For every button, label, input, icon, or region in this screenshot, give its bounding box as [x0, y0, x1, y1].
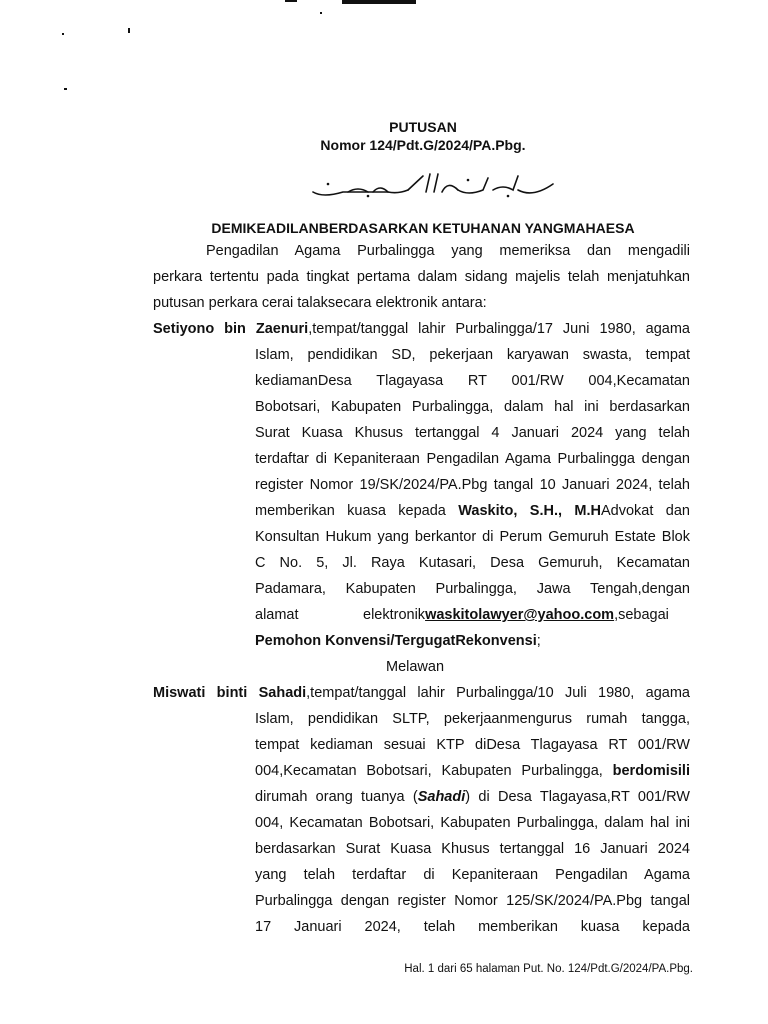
party1-line: Bobotsari, Kabupaten Purbalingga, dalam hal ini berdasarkan [255, 399, 690, 415]
intro-line: putusan perkara cerai talaksecara elektronik antara: [153, 295, 487, 311]
party1-line: Padamara, Kabupaten Purbalingga, Jawa Tengah,dengan [255, 581, 690, 597]
party2-line: Islam, pendidikan SLTP, pekerjaanmengurus rumah tangga, [255, 711, 690, 727]
party1-line: kediamanDesa Tlagayasa RT 001/RW 004,Kecamatan [255, 373, 690, 389]
party2-line: 004, Kecamatan Bobotsari, Kabupaten Purbalingga, dalam hal ini [255, 815, 690, 831]
party2-line: 17 Januari 2024, telah memberikan kuasa kepada [255, 919, 690, 935]
party1-line: Konsultan Hukum yang berkantor di Perum Gemuruh Estate Blok [255, 529, 690, 545]
scan-artifact [320, 12, 322, 14]
document-title: PUTUSAN [389, 119, 457, 135]
party1-line: Islam, pendidikan SD, pekerjaan karyawan swasta, tempat [255, 347, 690, 363]
party1-line: terdaftar di Kepaniteraan Pengadilan Agama Purbalingga dengan [255, 451, 690, 467]
party2-line: yang telah terdaftar di Kepaniteraan Pengadilan Agama [255, 867, 690, 883]
party1-name: Setiyono bin Zaenuri [153, 321, 309, 337]
scan-artifact [64, 88, 67, 90]
scan-artifact [62, 33, 64, 35]
basmalah-calligraphy [308, 170, 558, 200]
party1-alamat-label: alamat [255, 607, 299, 623]
party2-domicile-line: 004,Kecamatan Bobotsari, Kabupaten Purbalingga, berdomisili [255, 763, 690, 779]
party1-alamat-line: elektronikwaskitolawyer@yahoo.com,sebagai [363, 607, 669, 623]
melawan-label: Melawan [386, 659, 445, 675]
party2-line: tempat kediaman sesuai KTP diDesa Tlagayasa RT 001/RW [255, 737, 690, 753]
party1-line: C No. 5, Jl. Raya Kutasari, Desa Gemuruh, Kecamatan [255, 555, 690, 571]
page-footer: Hal. 1 dari 65 halaman Put. No. 124/Pdt.G/2024/PA.Pbg. [404, 963, 693, 975]
party1-lawyer-name: Waskito, S.H., M.H [458, 503, 601, 519]
demi-keadilan-heading: DEMIKEADILANBERDASARKAN KETUHANAN YANGMAHAESA [211, 220, 635, 236]
scan-artifact [342, 0, 416, 4]
party1-line: Surat Kuasa Khusus tertanggal 4 Januari 2024 yang telah [255, 425, 690, 441]
party2-first-line: Miswati binti Sahadi,tempat/tanggal lahir Purbalingga/10 Juli 1980, agama [153, 685, 690, 701]
intro-line: perkara tertentu pada tingkat pertama dalam sidang majelis telah menjatuhkan [153, 269, 690, 285]
party1-kuasa-line: memberikan kuasa kepada Waskito, S.H., M.HAdvokat dan [255, 503, 690, 519]
party2-name: Miswati binti Sahadi [153, 685, 307, 701]
scan-artifact [285, 0, 297, 2]
party1-role: Pemohon Konvensi/TergugatRekonvensi; [255, 633, 541, 649]
party2-parents-line: dirumah orang tuanya (Sahadi) di Desa Tlagayasa,RT 001/RW [255, 789, 690, 805]
party1-email-link[interactable]: waskitolawyer@yahoo.com [425, 607, 615, 623]
scan-artifact [128, 28, 130, 33]
case-number: Nomor 124/Pdt.G/2024/PA.Pbg. [320, 137, 526, 153]
party2-line: Purbalingga dengan register Nomor 125/SK/2024/PA.Pbg tangal [255, 893, 690, 909]
party1-first-line: Setiyono bin Zaenuri,tempat/tanggal lahir Purbalingga/17 Juni 1980, agama [153, 321, 690, 337]
party1-line: register Nomor 19/SK/2024/PA.Pbg tangal 10 Januari 2024, telah [255, 477, 690, 493]
intro-line: Pengadilan Agama Purbalingga yang memeriksa dan mengadili [206, 243, 690, 259]
party2-line: berdasarkan Surat Kuasa Khusus tertanggal 16 Januari 2024 [255, 841, 690, 857]
